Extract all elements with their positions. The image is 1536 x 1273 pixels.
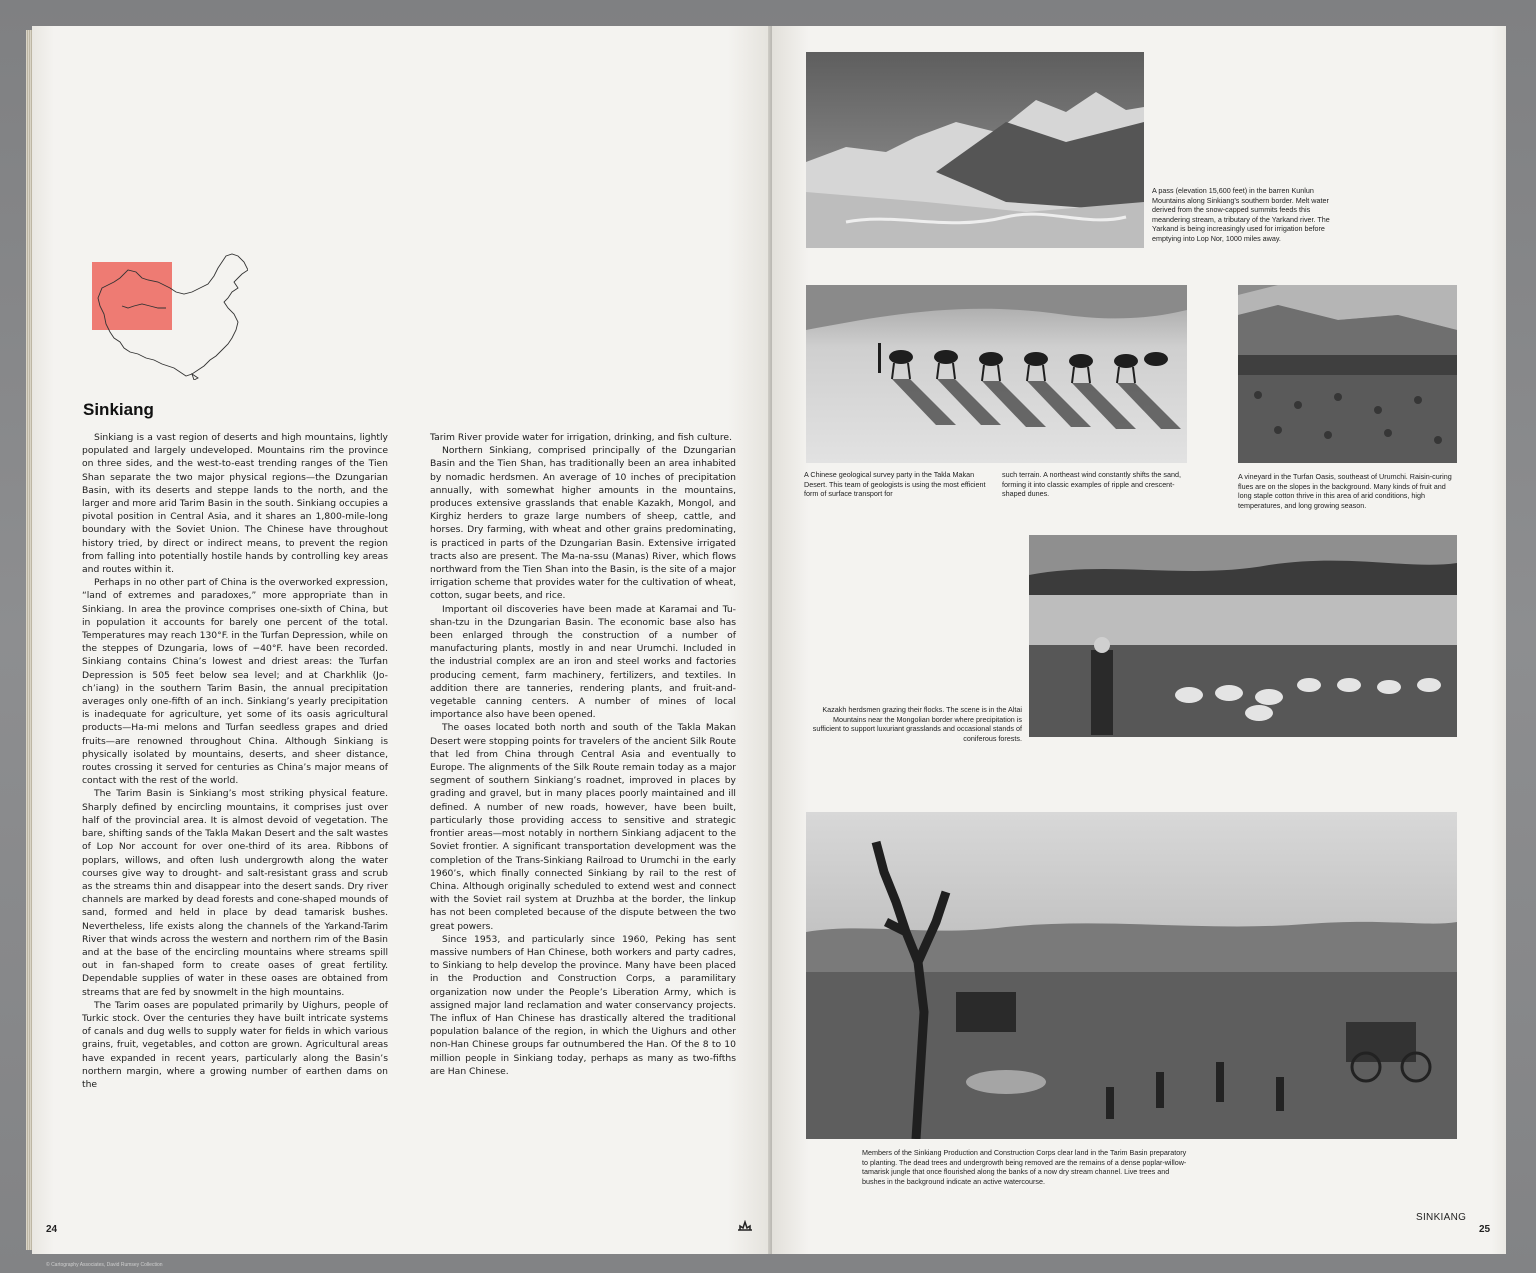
- paragraph: Perhaps in no other part of China is the overworked expression, “land of extremes and paradoxes,” more appropriate than in Sinkiang. In area the province comprises one-sixth of China, but in population it accounts for barely one percent of the total. Temperatures may reach 130°F. in the Turfan Depression, while on the steppes of Dzungaria, lows of −40°F. have been recorded. Sinkiang contains China’s lowest and driest areas: the Turfan Depression is 505 feet below sea level; and at Charkhlik (Jo-ch’iang) in the southern Tarim Basin, the annual precipitation averages only one-fifth of an inch. Sinkiang’s yearly precipitation is inadequate for agriculture, yet some of its oasis agricultural products—Ha-mi melons and Turfan seedless grapes and dried fruits—are renowned throughout China. Although Sinkiang is physically isolated by mountains, deserts, and sheer distance, routes crossing it served for centuries as China’s major means of contact with the rest of the world.: [82, 577, 388, 787]
- publisher-emblem-icon: [737, 1219, 753, 1237]
- paragraph: Sinkiang is a vast region of deserts and high mountains, lightly populated and largely undeveloped. Mountains rim the province on three sides, and the west-to-east trending ranges of the Tien Shan separate the two major physical regions—the Dzungarian Basin, with its deserts and steppe lands to the north, and the larger and more arid Tarim Basin in the south. Sinkiang occupies a pivotal position in Central Asia, and it shares an 1,800-mile-long boundary with the Soviet Union. The Chinese have throughout history tried, by direct or indirect means, to prevent the region from falling into potentially hostile hands by controlling key areas and routes within it.: [82, 432, 388, 576]
- paragraph: The Tarim Basin is Sinkiang’s most striking physical feature. Sharply defined by encircling mountains, it comprises just over half of the provincial area. It is almost devoid of vegetation. The bare, shifting sands of the Takla Makan Desert and the salt wastes of Lop Nor account for over one-third of its area. Ribbons of poplars, willows, and often lush undergrowth along the water courses give way to drought- and salt-resistant grass and scrub as the streams thin and disappear into the desert sands. Dry river channels are marked by dead forests and cone-shaped mounds of sand, formed and held in place by dead tamarisk bushes. Nevertheless, life exists along the channels of the Yarkand-Tarim River that winds across the western and northern rim of the Basin and at the base of the encircling mountains where streams spill out in fan-shaped form to create oases of great fertility. Dependable supplies of water in these oases are obtained from streams that are fed by snowmelt in the high mountains.: [82, 788, 388, 998]
- photo-turfan-vineyard: [1238, 285, 1457, 463]
- paragraph: Northern Sinkiang, comprised principally of the Dzungarian Basin and the Tien Shan, has traditionally been an area inhabited by nomadic herdsmen. An average of 10 inches of precipitation annually, with somewhat higher amounts in the mountains, produces extensive grasslands that enable Kazakh, Mongol, and Kirghiz herders to graze large numbers of sheep, cattle, and horses. Dry farming, with wheat and other grains predominating, is practiced in parts of the Dzungarian Basin. Extensive irrigated tracts also are present. The Ma-na-ssu (Manas) River, which flows northward from the Tien Shan into the Basin, is the site of a major irrigation scheme that provides water for the cultivation of wheat, cotton, sugar beets, and rice.: [430, 445, 736, 602]
- paragraph-continued: Tarim River provide water for irrigation, drinking, and fish culture.: [430, 432, 732, 443]
- photo-camel-caravan: [806, 285, 1187, 463]
- running-head: SINKIANG: [1416, 1212, 1467, 1223]
- caption-production-corps: Members of the Sinkiang Production and Construction Corps clear land in the Tarim Basin preparatory to planting. The dead trees and undergrowth being removed are the remains of a dense poplar-willow-tamarisk jungle that once flourished along the banks of a now dry stream channel. Live trees and bushes in the background indicate an active watercourse.: [862, 1148, 1187, 1186]
- text-column-1: [82, 431, 388, 1091]
- photo-mountain-pass: [806, 52, 1144, 248]
- paragraph: Important oil discoveries have been made at Karamai and Tu-shan-tzu in the Dzungarian Basin. The economic base also has been enlarged through the construction of a number of manufacturing plants, mostly in and near Urumchi. Included in the industrial complex are an iron and steel works and factories producing cement, farm machinery, fertilizers, and textiles. In addition there are tanneries, rendering plants, and fruit-and-vegetable canning centers. A number of mines of local importance also have been opened.: [430, 603, 736, 721]
- photo-kazakh-herdsmen: [1029, 535, 1457, 737]
- paragraph: The Tarim oases are populated primarily by Uighurs, people of Turkic stock. Over the centuries they have built intricate systems of canals and dug wells to supply water for fields in which various grains, fruit, vegetables, and cotton are grown. Agricultural areas have expanded in recent years, particularly along the Basin’s northern margin, where a growing number of earthen dams on the: [82, 999, 388, 1090]
- paragraph: Since 1953, and particularly since 1960, Peking has sent massive numbers of Han Chinese, both workers and party cadres, to Sinkiang to help develop the province. Many have been placed in the Production and Construction Corps, a paramilitary organization now under the People’s Liberation Army, which is assigned major land reclamation and water conservancy projects. The influx of Han Chinese has drastically altered the traditional population balance of the region, in which the Uighurs and other non-Han Chinese groups far outnumbered the Han. Of the 8 to 10 million people in Sinkiang today, perhaps as many as two-fifths are Han Chinese.: [430, 933, 736, 1077]
- page-number-right: 25: [1479, 1224, 1491, 1235]
- page-number-left: 24: [46, 1224, 58, 1235]
- paragraph: The oases located both north and south of the Takla Makan Desert were stopping points for travelers of the ancient Silk Route that led from China through Central Asia and eventually to Europe. The alignments of the Silk Route remain today as a major segment of southern Sinkiang’s roadnet, improved in places by grading and gravel, but in many places poorly maintained and ill defined. A number of new roads, however, have been built, particularly those providing access to sensitive and strategic frontier areas—most notably in northern Sinkiang adjacent to the Soviet frontier. A significant transportation development was the completion of the Trans-Sinkiang Railroad to Urumchi in the early 1960’s, which finally connected Sinkiang by rail to the rest of China. Although originally scheduled to extend west and connect with the Soviet rail system at Druzhba at the border, the linkup has not been completed because of the dispute between the two great powers.: [430, 722, 736, 932]
- caption-camels-part2: such terrain. A northeast wind constantly shifts the sand, forming it into classic examples of ripple and crescent-shaped dunes.: [1002, 470, 1181, 499]
- text-column-2: [430, 431, 736, 1078]
- hainan-island: [192, 374, 198, 380]
- caption-mountain-pass: A pass (elevation 15,600 feet) in the barren Kunlun Mountains along Sinkiang’s southern border. Melt water derived from the snow-capped summits feeds this meandering stream, a tributary of the Yarkand river. The Yarkand is being increasingly used for irrigation before emptying into Lop Nor, 1000 miles away.: [1152, 186, 1330, 243]
- photo-production-corps: [806, 812, 1457, 1139]
- caption-camels-part1: A Chinese geological survey party in the Takla Makan Desert. This team of geologists is using the most efficient form of surface transport for: [804, 470, 986, 499]
- credit-line: © Cartography Associates, David Rumsey Collection: [46, 1262, 163, 1268]
- caption-vineyard: A vineyard in the Turfan Oasis, southeast of Urumchi. Raisin-curing flues are on the slopes in the background. Many kinds of fruit and long staple cotton thrive in this area of arid conditions, high temperatures, and long growing season.: [1238, 472, 1452, 510]
- caption-kazakh-herdsmen: Kazakh herdsmen grazing their flocks. The scene is in the Altai Mountains near the Mongolian border where precipitation is sufficient to support luxuriant grasslands and occasional stands of coniferous forests.: [812, 705, 1022, 743]
- sinkiang-highlight: [92, 262, 172, 330]
- section-title: Sinkiang: [83, 400, 154, 419]
- china-locator-map: [88, 248, 248, 380]
